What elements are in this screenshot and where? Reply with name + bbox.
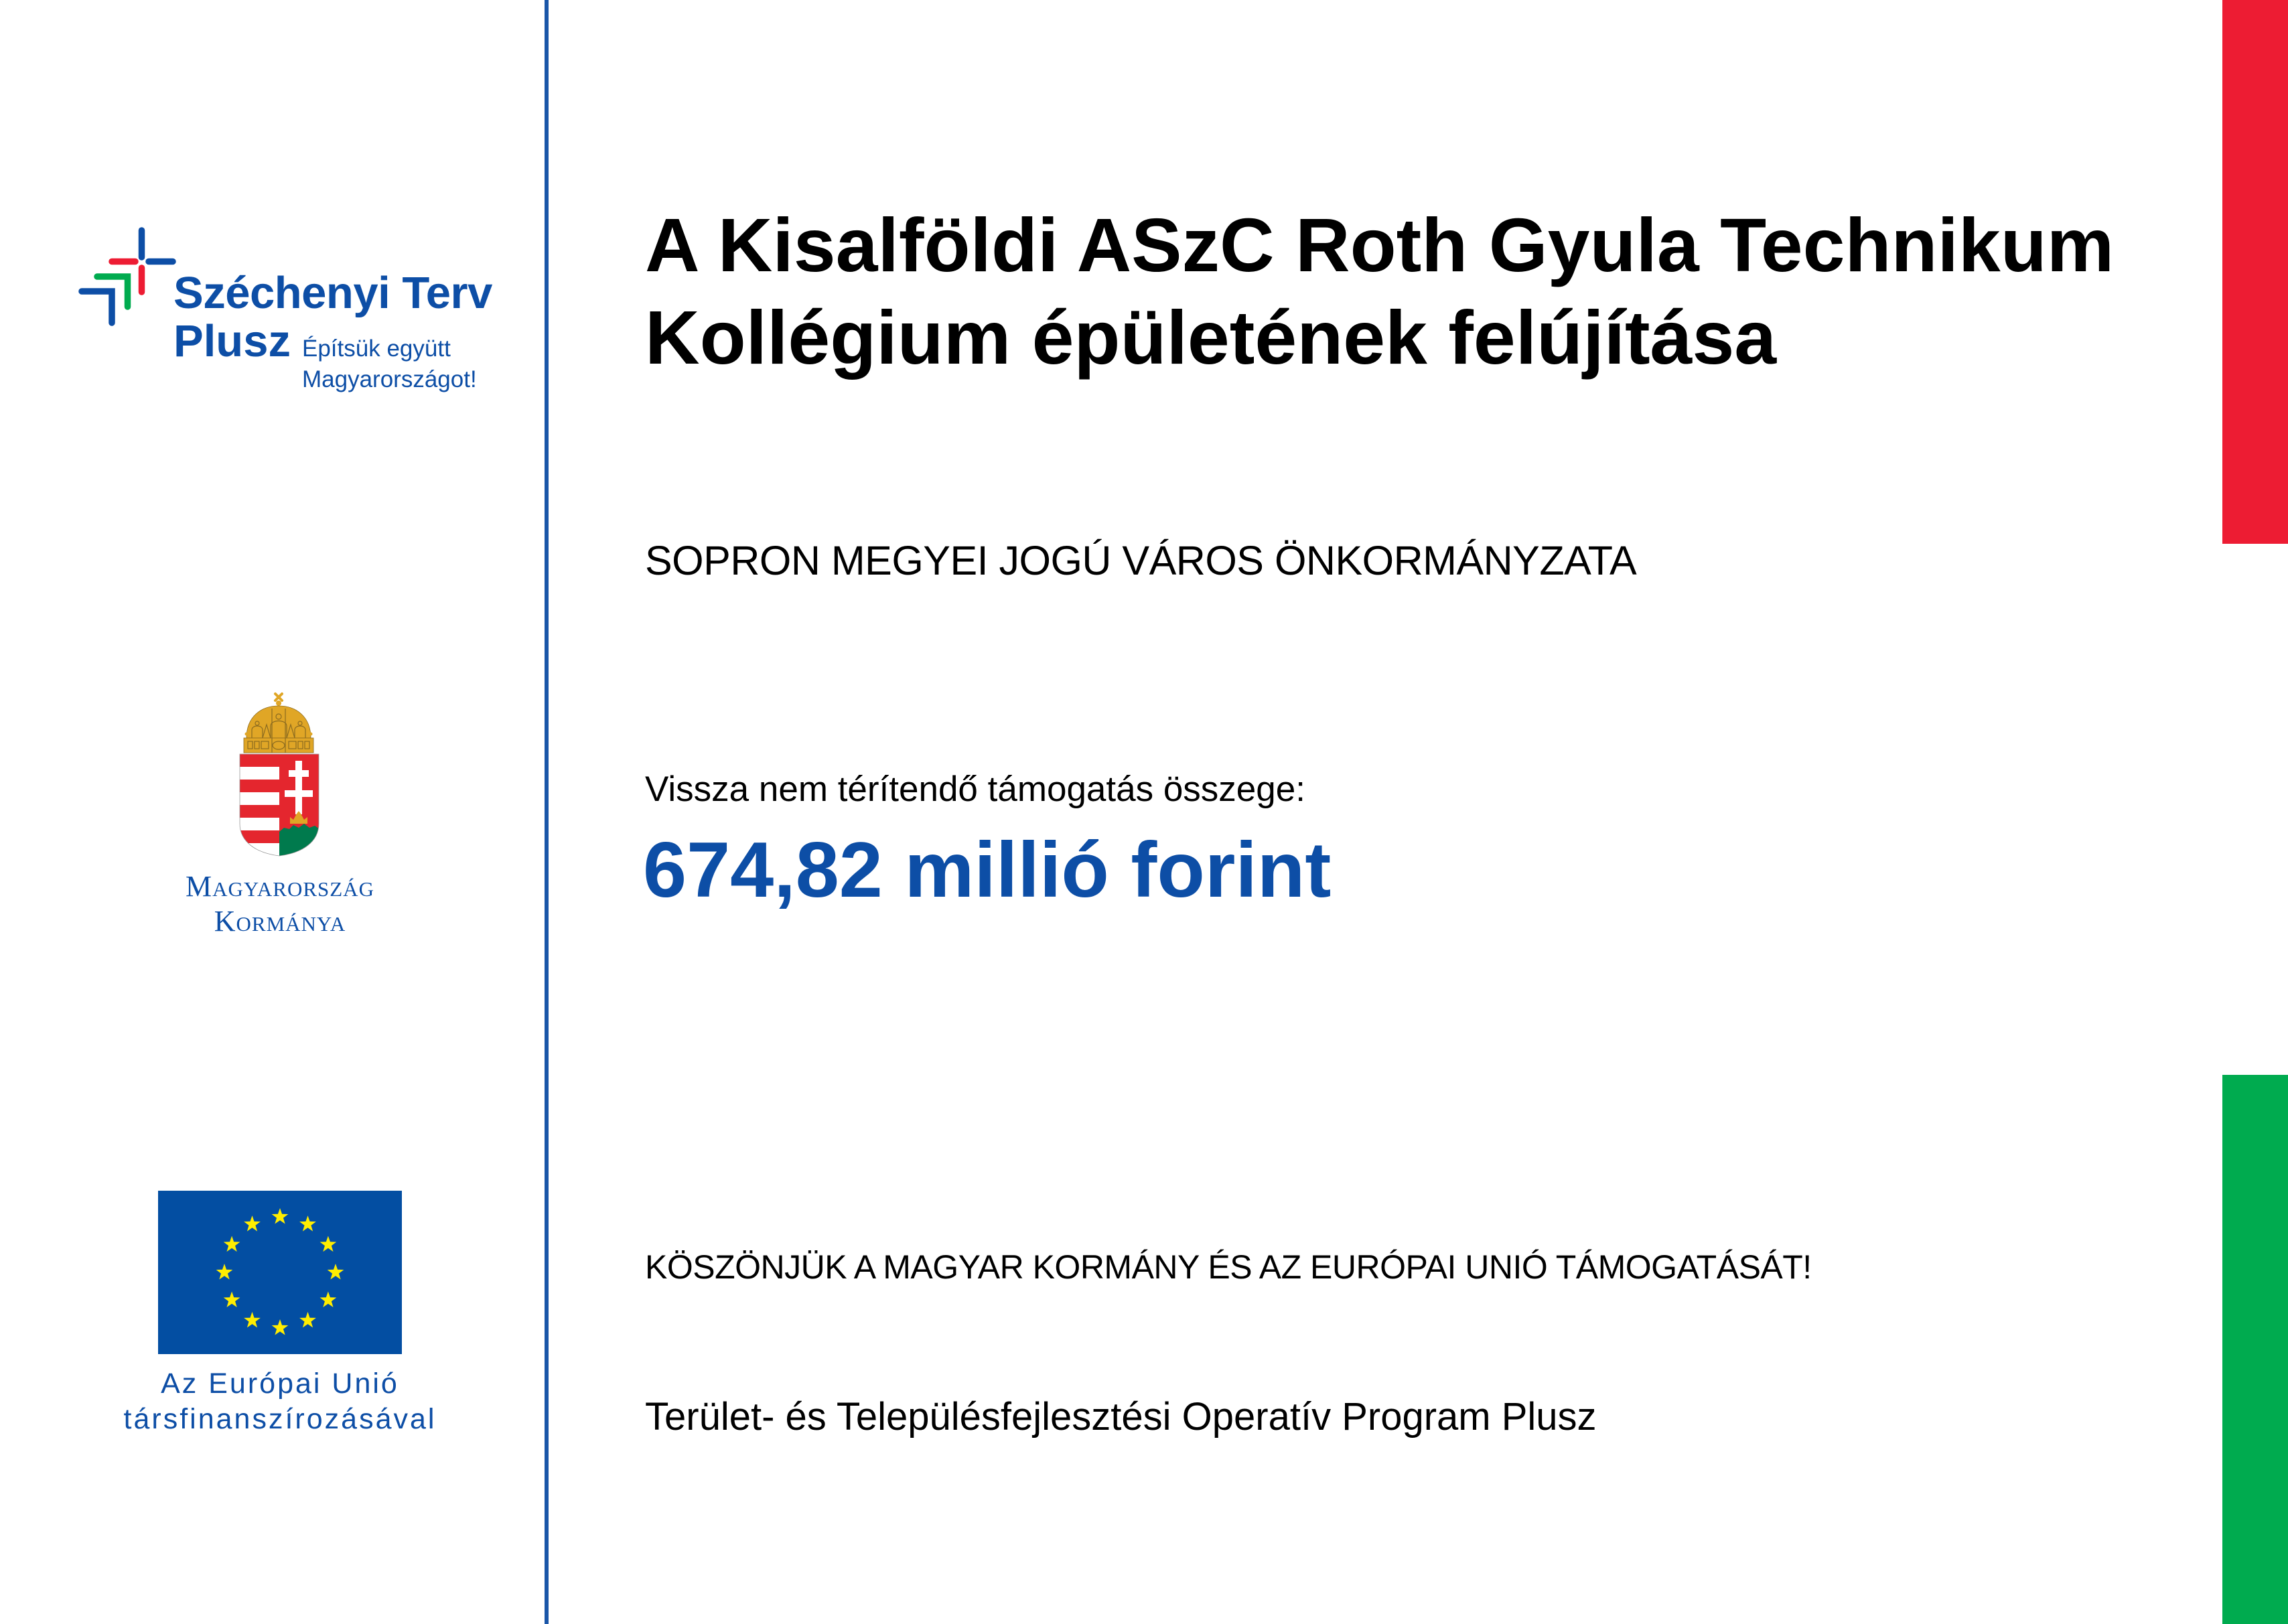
szechenyi-slogan (302, 334, 477, 395)
vertical-divider (545, 0, 549, 1624)
szechenyi-cross-mark-icon (74, 221, 181, 335)
szechenyi-plusz: Plusz (173, 316, 291, 366)
eu-line-2: társfinanszírozásával (123, 1403, 437, 1435)
slogan-line-1: Építsük együtt (302, 336, 451, 362)
eu-cofinancing-text (80, 1366, 480, 1437)
project-title: A Kisalföldi ASzC Roth Gyula Technikum Kollégium épületének felújítása (645, 203, 2115, 380)
program-name: Terület- és Településfejlesztési Operatív Program Plusz (645, 1395, 1597, 1438)
flag-stripe-green (2222, 1075, 2288, 1624)
slogan-line-2: Magyarországot! (302, 366, 477, 392)
grant-label: Vissza nem térítendő támogatás összege: (645, 769, 1305, 809)
beneficiary-name: SOPRON MEGYEI JOGÚ VÁROS ÖNKORMÁNYZATA (645, 538, 1637, 583)
hungarian-coat-of-arms-icon (234, 690, 325, 857)
eu-flag-icon (158, 1191, 402, 1354)
government-line-2: Kormánya (214, 905, 346, 938)
flag-stripe-red (2222, 0, 2288, 544)
government-line-1: Magyarország (186, 870, 374, 903)
thanks-message: KÖSZÖNJÜK A MAGYAR KORMÁNY ÉS AZ EURÓPAI UNIÓ TÁMOGATÁSÁT! (645, 1248, 1812, 1286)
grant-amount: 674,82 millió forint (643, 826, 1332, 913)
szechenyi-title: Széchenyi Terv (173, 268, 492, 318)
eu-line-1: Az Európai Unió (161, 1368, 399, 1400)
government-name (107, 869, 453, 939)
